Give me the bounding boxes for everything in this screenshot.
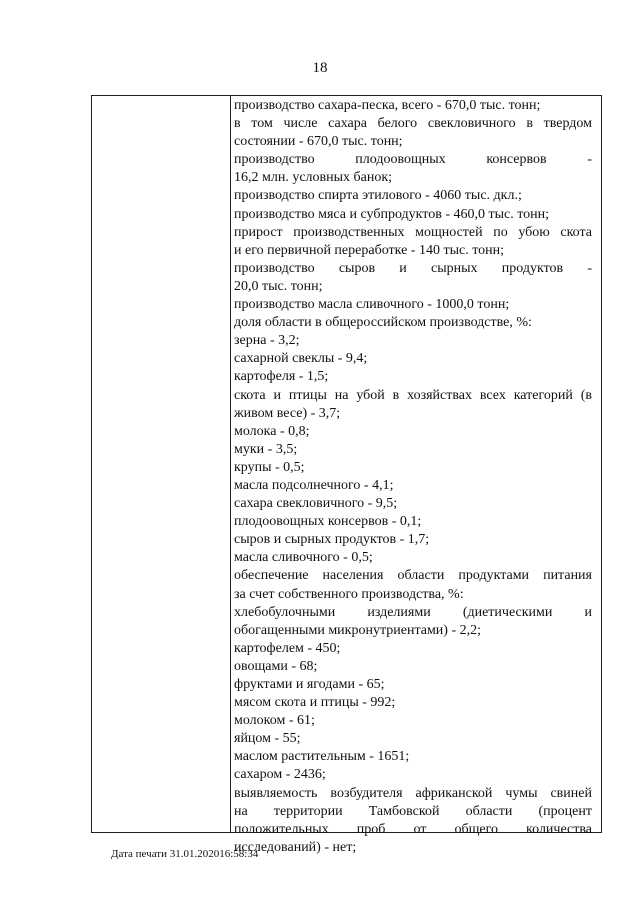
text-line: скота и птицы на убой в хозяйствах всех категорий (в [234,387,592,403]
text-line: обеспечение населения области продуктами питания [234,568,592,584]
text-line: производство спирта этилового - 4060 тыс. дкл.; [234,188,522,204]
text-line: овощами - 68; [234,658,318,674]
column-divider [230,96,231,832]
text-line: молока - 0,8; [234,423,310,439]
text-line: сахаром - 2436; [234,767,326,783]
text-line: сахарной свеклы - 9,4; [234,351,368,367]
page-number: 18 [312,60,328,76]
text-line: зерна - 3,2; [234,333,300,349]
text-line: сахара свекловичного - 9,5; [234,496,398,512]
text-line: маслом растительным - 1651; [234,749,410,765]
text-line: масла подсолнечного - 4,1; [234,477,394,493]
text-line: выявляемость возбудителя африканской чумы свиней [234,785,592,801]
text-line: исследований) - нет; [234,839,357,855]
text-line: производство плодоовощных консервов - [234,152,592,168]
table-cell-content [234,97,592,857]
text-line: положительных проб от общего количества [234,821,592,837]
text-line: производство сахара-песка, всего - 670,0 тыс. тонн; [234,98,541,113]
text-line: за счет собственного производства, %: [234,586,464,602]
text-line: картофеля - 1,5; [234,369,329,385]
text-line: в том числе сахара белого свекловичного в твердом [234,116,592,132]
text-line: хлебобулочными изделиями (диетическими и [234,604,592,620]
text-line: сыров и сырных продуктов - 1,7; [234,532,430,548]
text-line: картофелем - 450; [234,640,341,656]
text-line: доля области в общероссийском производстве, %: [234,315,532,331]
text-line: производство масла сливочного - 1000,0 тонн; [234,297,510,313]
text-line: на территории Тамбовской области (процент [234,803,592,819]
text-line: 20,0 тыс. тонн; [234,278,323,294]
text-line: молоком - 61; [234,713,315,729]
text-line: производство мяса и субпродуктов - 460,0 тыс. тонн; [234,206,550,222]
text-line: яйцом - 55; [234,731,301,747]
text-line: состоянии - 670,0 тыс. тонн; [234,134,403,150]
text-line: производство сыров и сырных продуктов - [234,260,592,276]
print-date-footer: Дата печати 31.01.202016:58:34 [111,848,259,860]
text-line: масла сливочного - 0,5; [234,550,373,566]
text-line: крупы - 0,5; [234,459,305,475]
text-line: муки - 3,5; [234,441,298,457]
text-line: фруктами и ягодами - 65; [234,677,385,692]
text-line: мясом скота и птицы - 992; [234,695,396,711]
text-line: живом весе) - 3,7; [234,405,341,421]
text-line: и его первичной переработке - 140 тыс. тонн; [234,242,504,258]
text-line: плодоовощных консервов - 0,1; [234,514,422,530]
text-line: прирост производственных мощностей по убою скота [234,224,592,240]
text-line: обогащенными микронутриентами) - 2,2; [234,622,482,638]
text-line: 16,2 млн. условных банок; [234,170,393,186]
